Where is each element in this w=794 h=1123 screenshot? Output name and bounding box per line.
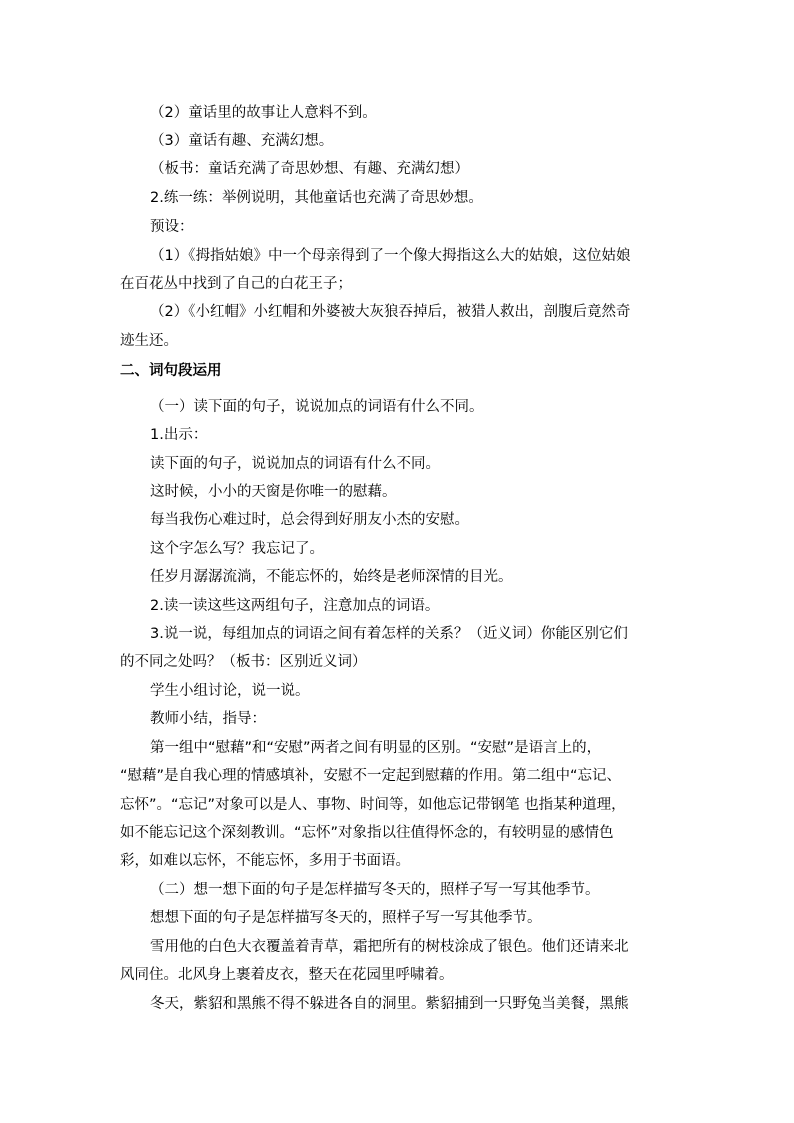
text-line: （一）读下面的句子，说说加点的词语有什么不同。 <box>150 399 484 415</box>
text-line: 的不同之处吗？（板书：区别近义词） <box>120 654 367 670</box>
text-line: 雪用他的白色大衣覆盖着青草，霜把所有的树枝涂成了银色。他们还请来北 <box>150 939 629 955</box>
text-line: “慰藉”是自我心理的情感填补，安慰不一定起到慰藉的作用。第二组中“忘记、 <box>120 768 622 784</box>
text-line: 迹生还。 <box>120 333 178 349</box>
text-line: 第一组中“慰藉”和“安慰”两者之间有明显的区别。“安慰”是语言上的， <box>150 740 602 756</box>
text-line: 彩，如难以忘怀，不能忘怀，多用于书面语。 <box>120 853 410 869</box>
text-line: 这个字怎么写？我忘记了。 <box>150 541 324 557</box>
text-line: 这时候，小小的天窗是你唯一的慰藉。 <box>150 484 397 500</box>
text-line: 2.练一练：举例说明，其他童话也充满了奇思妙想。 <box>150 190 483 206</box>
text-line: 在百花丛中找到了自己的白花王子； <box>120 276 352 292</box>
text-line: （3）童话有趣、充满幻想。 <box>150 133 334 149</box>
text-line: 风同住。北风身上裹着皮衣，整天在花园里呼啸着。 <box>120 967 454 983</box>
text-line: 1.出示： <box>150 427 208 443</box>
text-line: （板书：童话充满了奇思妙想、有趣、充满幻想） <box>150 161 469 177</box>
text-line: 2.读一读这些这两组句子，注意加点的词语。 <box>150 598 440 614</box>
text-line: 忘怀”。“忘记”对象可以是人、事物、时间等，如他忘记带钢笔 也指某种道理， <box>120 797 626 813</box>
text-line: 预设： <box>150 219 194 235</box>
text-line: 3.说一说，每组加点的词语之间有着怎样的关系？（近义词）你能区别它们 <box>150 626 628 642</box>
text-line: 冬天，紫貂和黑熊不得不躲进各自的洞里。紫貂捕到一只野兔当美餐，黑熊 <box>150 996 629 1012</box>
text-line: （二）想一想下面的句子是怎样描写冬天的，照样子写一写其他季节。 <box>150 882 600 898</box>
text-line: （2）《小红帽》小红帽和外婆被大灰狼吞掉后，被猎人救出，剖腹后竟然奇 <box>150 304 631 320</box>
text-line: 想想下面的句子是怎样描写冬天的，照样子写一写其他季节。 <box>150 910 542 926</box>
text-line: （1）《拇指姑娘》中一个母亲得到了一个像大拇指这么大的姑娘，这位姑娘 <box>150 248 631 264</box>
text-line: 任岁月潺潺流淌，不能忘怀的，始终是老师深情的目光。 <box>150 569 513 585</box>
text-line: 如不能忘记这个深刻教训。“忘怀”对象指以往值得怀念的，有较明显的感情色 <box>120 825 614 841</box>
text-line: （2）童话里的故事让人意料不到。 <box>150 105 377 121</box>
text-line: 学生小组讨论，说一说。 <box>150 683 310 699</box>
section-heading: 二、词句段运用 <box>120 363 222 379</box>
text-line: 读下面的句子，说说加点的词语有什么不同。 <box>150 456 440 472</box>
text-line: 每当我伤心难过时，总会得到好朋友小杰的安慰。 <box>150 512 469 528</box>
text-line: 教师小结，指导： <box>150 711 266 727</box>
